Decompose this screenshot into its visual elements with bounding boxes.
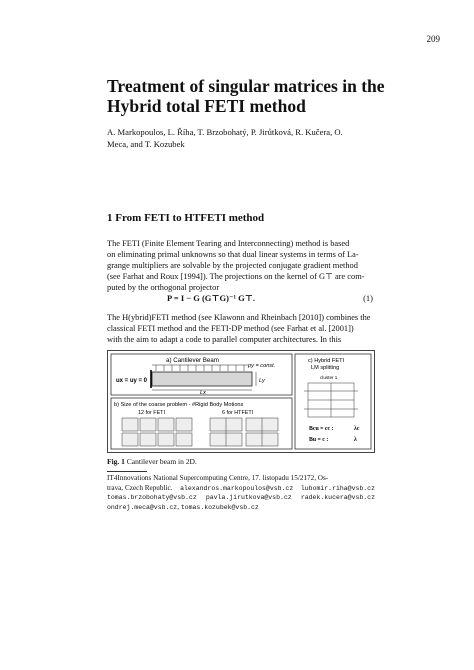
feti-label: 12 for FETI [138,410,165,416]
boundary-condition-label: ux = uy = 0 [116,378,148,384]
htfeti-label: 6 for HTFETI [222,410,254,416]
panel-b-title: b) Size of the coarse problem - #Rigid Body Motions [114,402,244,408]
email-link[interactable]: tomas.brzobohaty@vsb.cz [107,494,197,502]
paper-title [107,76,407,116]
text-line: on eliminating primal unknowns so that dual linear systems in terms of La- [107,250,359,259]
figure-cantilever-beam [107,350,375,453]
text-line: classical FETI method and the FETI-DP method (see Farhat et al. [2001]) [107,324,354,333]
load-label: py = const. [248,363,276,369]
title-line-1: Treatment of singular matrices in the [107,76,385,96]
ly-label: Ly [259,378,265,384]
caption-label: Fig. 1 [107,457,125,466]
text-line: The H(ybrid)FETI method (see Klawonn and Rheinbach [2010]) combines the [107,313,371,322]
multiplier-2: λ [354,437,357,443]
text-line: with the aim to adapt a code to parallel computer architectures. In this [107,335,342,344]
text-line: The FETI (Finite Element Tearing and Interconnecting) method is based [107,239,350,248]
feti-subdomain-grid [122,418,192,446]
lm-splitting-grid [304,383,358,417]
email-link[interactable]: ondrej.meca@vsb.cz [107,503,178,511]
footnote-rule [107,471,147,472]
paragraph-2 [107,312,375,345]
htfeti-cluster-grid [210,418,278,446]
footnote [107,474,375,512]
panel-c-title-1: c) Hybrid FETI [308,358,345,364]
page-number: 209 [426,34,440,44]
footnote-line: IT4Innovations National Supercomputing Centre, 17. listopadu 15/2172, Os- [107,474,329,482]
beam [152,372,252,386]
panel-a-title: a) Cantilever Beam [166,357,219,364]
constraint-eq-2: Bu = c : [309,437,329,443]
multiplier-1: λc [354,426,360,432]
footnote-row: ondrej.meca@vsb.cz, tomas.kozubek@vsb.cz [107,502,259,511]
footnote-row [107,484,375,494]
email-link[interactable]: radek.kucera@vsb.cz [300,494,375,502]
text-line: puted by the orthogonal projector [107,283,220,292]
equation-number: (1) [363,293,373,303]
load-arrows [152,365,248,371]
panel-c-title-2: LM splitting [311,365,340,371]
figure-caption [107,457,197,466]
figure-drawing [108,351,374,452]
lx-label: Lx [200,390,206,396]
caption-text: Cantilever beam in 2D. [126,457,197,466]
equation-formula: P = I − G (G⊤G)⁻¹ G⊤. [167,293,256,303]
email-link[interactable]: pavla.jirutkova@vsb.cz [205,494,292,502]
text-line: grange multipliers are solvable by the projected conjugate gradient method [107,261,358,270]
footnote-line: trava, Czech Republic. [107,483,173,492]
authors-line-1: A. Markopoulos, L. Říha, T. Brzobohatý, P. Jirůtková, R. Kučera, O. [107,127,343,137]
equation-block [107,293,375,307]
author-list [107,126,375,150]
cluster-label: cluster 1 [320,375,338,380]
constraint-eq-1: Bcu = cc : [309,426,334,432]
paragraph-1 [107,238,375,293]
email-link[interactable]: lubomir.riha@vsb.cz [300,484,375,492]
footnote-row [107,493,375,503]
email-link[interactable]: alexandros.markopoulos@vsb.cz [180,484,294,492]
section-heading: 1 From FETI to HTFETI method [107,212,265,224]
email-link[interactable]: tomas.kozubek@vsb.cz [180,503,259,511]
authors-line-2: Meca, and T. Kozubek [107,139,185,149]
text-line: (see Farhat and Roux [1994]). The projections on the kernel of G⊤ are com- [107,272,365,281]
title-line-2: Hybrid total FETI method [107,96,306,116]
